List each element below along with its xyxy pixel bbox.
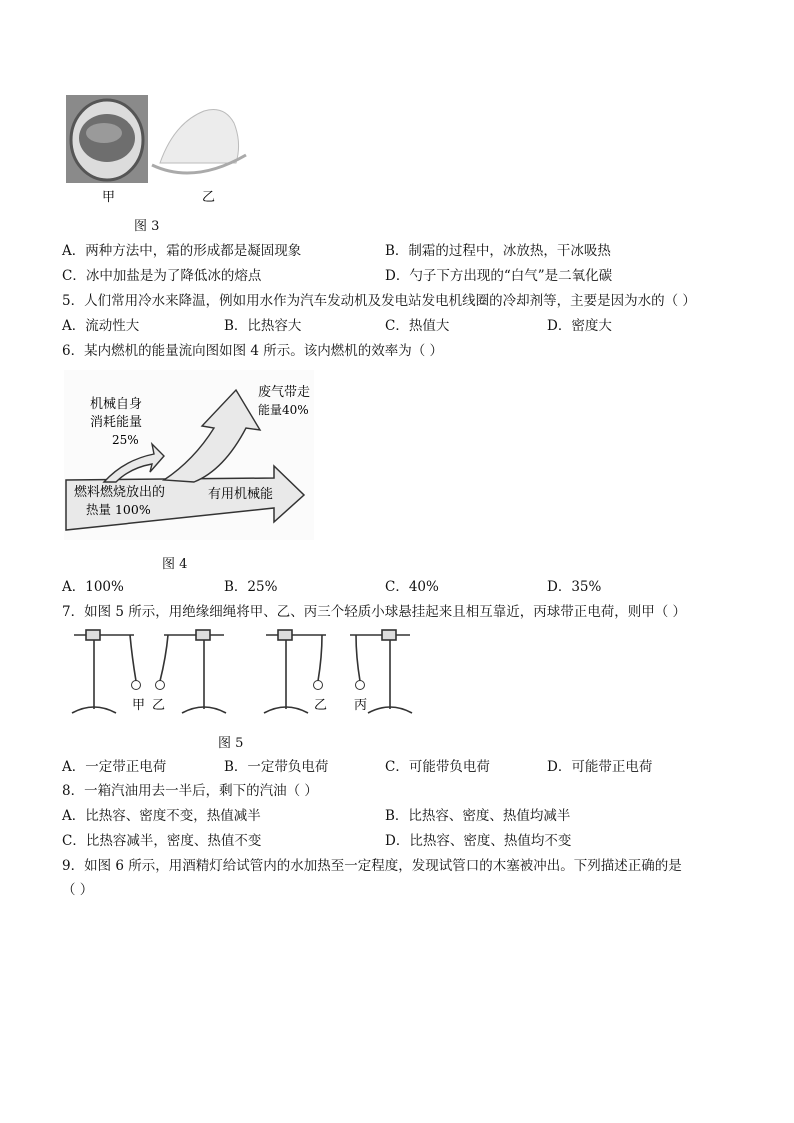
- fig4-useful: 有用机械能: [208, 487, 274, 502]
- q8-stem: 8．一箱汽油用去一半后，剩下的汽油（ ）: [62, 783, 318, 799]
- q7-stem: 7．如图 5 所示，用绝缘细绳将甲、乙、丙三个轻质小球悬挂起来且相互靠近，丙球带正电荷，则甲（ ）: [62, 604, 687, 620]
- q5-option-a: A．流动性大: [62, 318, 140, 334]
- q7-option-c: C．可能带负电荷: [385, 759, 490, 775]
- q8-option-b: B．比热容、密度、热值均减半: [385, 808, 571, 824]
- fig3-label-yi: 乙: [202, 190, 216, 205]
- ball-bing: [356, 681, 365, 690]
- q6-option-c: C．40%: [385, 579, 439, 595]
- fig4-mech-loss-1: 机械自身: [90, 397, 143, 412]
- figure-3: [64, 93, 254, 208]
- fig5-label-bing: 丙: [354, 698, 368, 713]
- ball-yi-2: [314, 681, 323, 690]
- fig4-exhaust-2: 能量40%: [258, 403, 309, 417]
- q4-option-c: C．冰中加盐是为了降低冰的熔点: [62, 268, 262, 284]
- q6-option-a: A．100%: [62, 579, 124, 595]
- ball-yi-1: [156, 681, 165, 690]
- q7-option-b: B．一定带负电荷: [224, 759, 329, 775]
- q7-option-d: D．可能带正电荷: [547, 759, 653, 775]
- fig4-fuel-1: 燃料燃烧放出的: [74, 485, 166, 500]
- figure-4-diagram: [64, 370, 314, 540]
- q5-option-b: B．比热容大: [224, 318, 302, 334]
- q8-option-d: D．比热容、密度、热值均不变: [385, 833, 572, 849]
- fig5-label-yi-1: 乙: [152, 698, 166, 713]
- fig4-exhaust-1: 废气带走: [258, 385, 311, 400]
- fig4-mech-loss-3: 25%: [112, 433, 139, 447]
- figure-3-photos: [64, 93, 254, 208]
- q4-option-a: A．两种方法中，霜的形成都是凝固现象: [62, 243, 302, 259]
- q4-option-d: D．勺子下方出现的“白气”是二氧化碳: [385, 268, 613, 284]
- figure-4: [64, 370, 314, 540]
- q4-option-b: B．制霜的过程中，冰放热，干冰吸热: [385, 243, 611, 259]
- fig5-label-jia: 甲: [132, 698, 146, 713]
- fig5-label-yi-2: 乙: [314, 698, 328, 713]
- q9-stem: 9．如图 6 所示，用酒精灯给试管内的水加热至一定程度，发现试管口的木塞被冲出。下列描述正确的是: [62, 858, 682, 874]
- q6-stem: 6．某内燃机的能量流向图如图 4 所示。该内燃机的效率为（ ）: [62, 343, 444, 359]
- fig4-mech-loss-2: 消耗能量: [90, 415, 143, 430]
- q7-option-a: A．一定带正电荷: [62, 759, 167, 775]
- q6-option-b: B．25%: [224, 579, 278, 595]
- fig4-caption: 图 4: [162, 557, 188, 572]
- photo-yi: [160, 110, 239, 164]
- q8-option-a: A．比热容、密度不变，热值减半: [62, 808, 261, 824]
- q5-option-c: C．热值大: [385, 318, 450, 334]
- fig3-label-jia: 甲: [102, 190, 116, 205]
- q6-option-d: D．35%: [547, 579, 602, 595]
- q8-option-c: C．比热容减半，密度、热值不变: [62, 833, 262, 849]
- q5-stem: 5．人们常用冷水来降温，例如用水作为汽车发动机及发电站发电机线圈的冷却剂等，主要是因为水的（ ）: [62, 293, 696, 309]
- q9-stem-blank: （ ）: [62, 882, 94, 898]
- figure-5: [64, 627, 424, 723]
- q5-option-d: D．密度大: [547, 318, 612, 334]
- figure-5-diagram: [64, 627, 424, 723]
- fig4-fuel-2: 热量 100%: [86, 502, 151, 517]
- fig3-caption: 图 3: [134, 219, 160, 234]
- fig5-caption: 图 5: [218, 736, 244, 751]
- ball-jia: [132, 681, 141, 690]
